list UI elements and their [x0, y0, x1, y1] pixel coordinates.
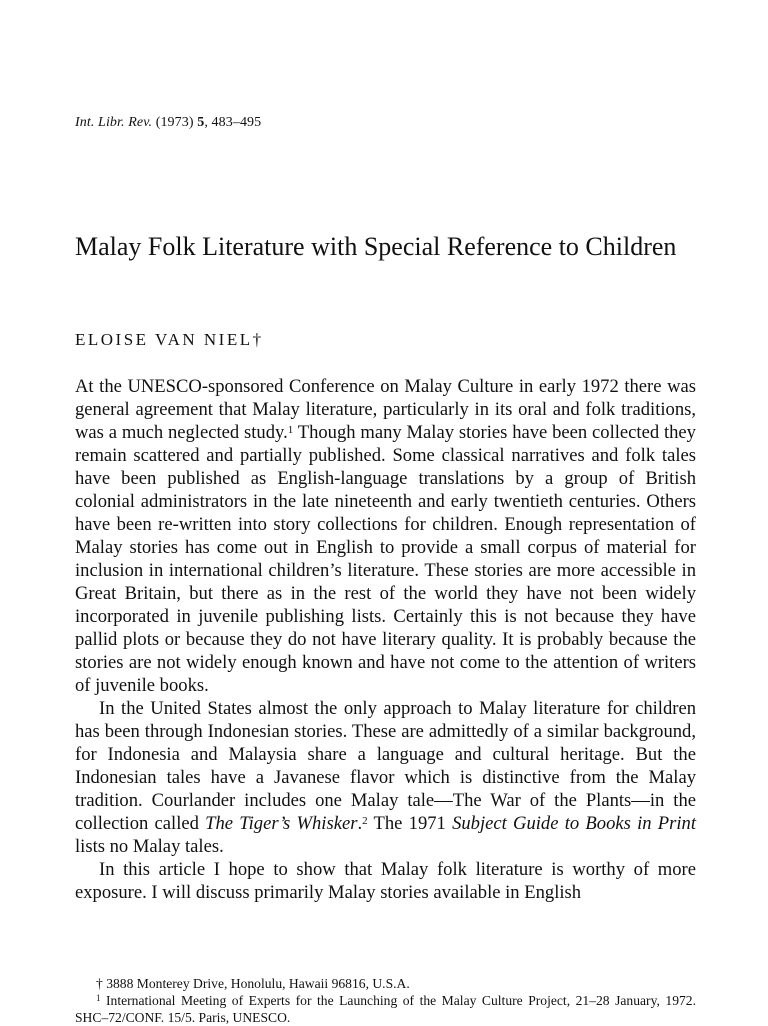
footnote-ref-1: 1 — [287, 424, 294, 436]
paragraph-3: In this article I hope to show that Malay folk literature is worthy of more exposure. I will discuss primarily Malay stories available in English — [75, 859, 696, 903]
footnote-1-mark: 1 — [96, 993, 101, 1003]
footnote-author-address: † 3888 Monterey Drive, Honolulu, Hawaii 96816, U.S.A. — [96, 976, 410, 991]
paragraph-2-text-b: . — [357, 813, 363, 834]
journal-citation — [75, 115, 261, 131]
book-title-subject-guide: Subject Guide to Books in Print — [452, 813, 697, 834]
journal-volume: 5 — [197, 115, 205, 130]
article-body — [75, 375, 696, 904]
paragraph-2-text-c: The 1971 — [367, 813, 453, 834]
paragraph-1-text-a: At the UNESCO-sponsored Conference on Malay Culture in early 1972 there was general agreement that Malay literature, particularly in its oral and folk traditions, was a much neglected study. — [75, 376, 696, 443]
article-author: ELOISE VAN NIEL† — [75, 330, 264, 349]
footnote-ref-2: 2 — [362, 815, 368, 827]
footnote-1-text: International Meeting of Experts for the Launching of the Malay Culture Project, 21–28 January, 1972. SHC–72/CONF. 15/5. Paris, UNESCO. — [75, 993, 696, 1025]
paragraph-1-text-b: Though many Malay stories have been collected they remain scattered and partially published. Some classical narratives and folk tales have been published as English-language translations by a group of British colonial administrators in the late nineteenth and early twentieth centuries. Others have been re-written into story collections for children. Enough representation of Malay stories has come out in English to provide a small corpus of material for inclusion in international children’s literature. These stories are more accessible in Great Britain, but there as in the rest of the world they have not been widely incorporated in juvenile publishing lists. Certainly this is not because they have pallid plots or because they do not have literary quality. It is probably because the stories are not widely enough known and have not come to the attention of writers of juvenile books. — [75, 422, 696, 696]
footnotes — [75, 975, 696, 1026]
paragraph-2 — [75, 697, 696, 858]
paragraph-1 — [75, 375, 696, 697]
paragraph-2-text-d: lists no Malay tales. — [75, 836, 224, 857]
journal-year: (1973) — [155, 115, 194, 130]
book-title-tigers-whisker: The Tiger’s Whisker — [205, 813, 358, 834]
footnote-1 — [75, 992, 696, 1026]
paragraph-2-text-a: In the United States almost the only approach to Malay literature for children has been through Indonesian stories. These are admittedly of a similar background, for Indonesia and Malaysia share a language and cultural heritage. But the Indonesian tales have a Javanese flavor which is distinctive from the Malay tradition. Courlander includes one Malay tale—The War of the Plants—in the collection called — [75, 698, 696, 834]
journal-pages: , 483–495 — [204, 115, 262, 130]
journal-name: Int. Libr. Rev. — [75, 115, 153, 130]
article-title: Malay Folk Literature with Special Reference to Children — [75, 232, 677, 261]
